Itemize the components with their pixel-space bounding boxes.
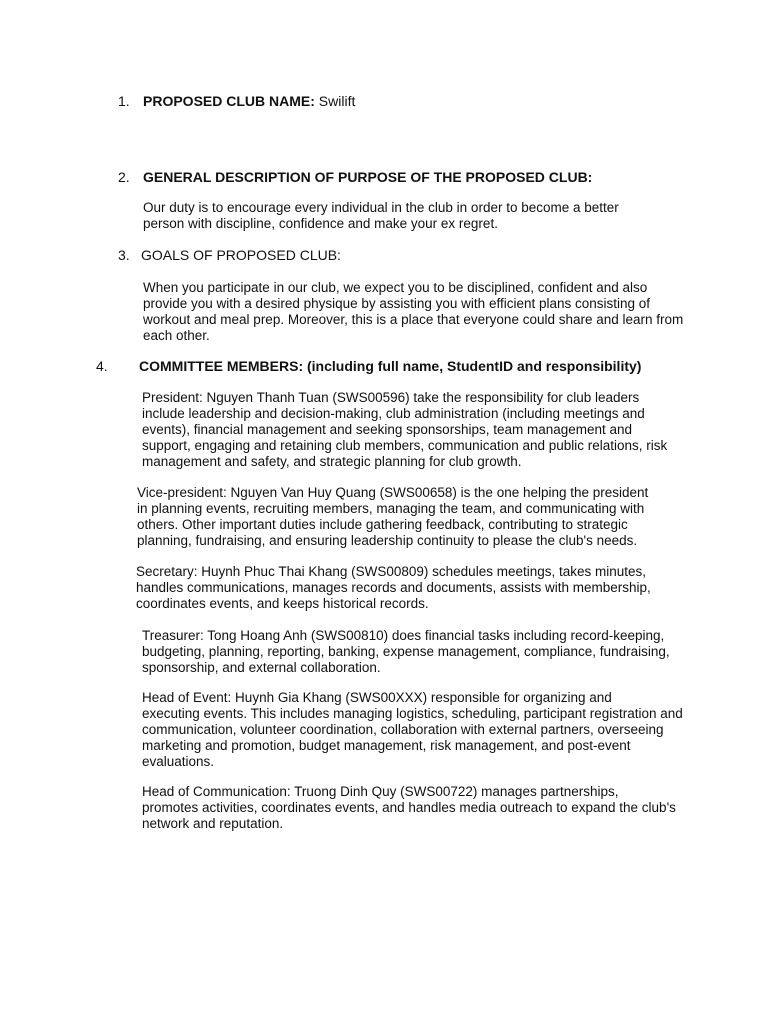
club-name-value: Swilift xyxy=(318,93,356,109)
section-number-2: 2. xyxy=(118,169,130,185)
section-heading-purpose: GENERAL DESCRIPTION OF PURPOSE OF THE PROPOSED CLUB: xyxy=(143,169,593,185)
member-vice-president: Vice-president: Nguyen Van Huy Quang (SWS00658) is the one helping the president in planning events, recruiting members, managing the team, and communicating with others. Other important duties include gathering feedback, contributing to strategic planning, fundraising, and ensuring leadership continuity to please the club's needs. xyxy=(137,485,649,548)
section-heading-club-name xyxy=(143,93,355,109)
purpose-paragraph: Our duty is to encourage every individual in the club in order to become a better person with discipline, confidence and make your ex regret. xyxy=(143,200,619,231)
section-number-4: 4. xyxy=(96,358,108,374)
member-head-of-communication: Head of Communication: Truong Dinh Quy (SWS00722) manages partnerships, promotes activities, coordinates events, and handles media outreach to expand the club's network and reputation. xyxy=(142,784,676,831)
section-heading-goals: GOALS OF PROPOSED CLUB: xyxy=(141,247,341,263)
member-president: President: Nguyen Thanh Tuan (SWS00596) take the responsibility for club leaders include leadership and decision-making, club administration (including meetings and events), financial management and seeking sponsorships, team management and support, engaging and retaining club members, communication and public relations, risk management and safety, and strategic planning for club growth. xyxy=(142,390,668,469)
section-number-3: 3. xyxy=(118,247,130,263)
section-heading-committee: COMMITTEE MEMBERS: (including full name, StudentID and responsibility) xyxy=(139,358,642,374)
section-number-1: 1. xyxy=(118,93,130,109)
goals-paragraph: When you participate in our club, we expect you to be disciplined, confident and also provide you with a desired physique by assisting you with efficient plans consisting of workout and meal prep. Moreover, this is a place that everyone could share and learn from each other. xyxy=(143,280,684,343)
member-head-of-event: Head of Event: Huynh Gia Khang (SWS00XXX) responsible for organizing and executing events. This includes managing logistics, scheduling, participant registration and communication, volunteer coordination, collaboration with external partners, overseeing marketing and promotion, budget management, risk management, and post-event evaluations. xyxy=(142,690,683,769)
member-treasurer: Treasurer: Tong Hoang Anh (SWS00810) does financial tasks including record-keeping, budgeting, planning, reporting, banking, expense management, compliance, fundraising, sponsorship, and external collaboration. xyxy=(142,628,670,675)
club-name-label: PROPOSED CLUB NAME: xyxy=(143,93,315,109)
member-secretary: Secretary: Huynh Phuc Thai Khang (SWS00809) schedules meetings, takes minutes, handles communications, manages records and documents, assists with membership, coordinates events, and keeps historical records. xyxy=(136,564,651,611)
